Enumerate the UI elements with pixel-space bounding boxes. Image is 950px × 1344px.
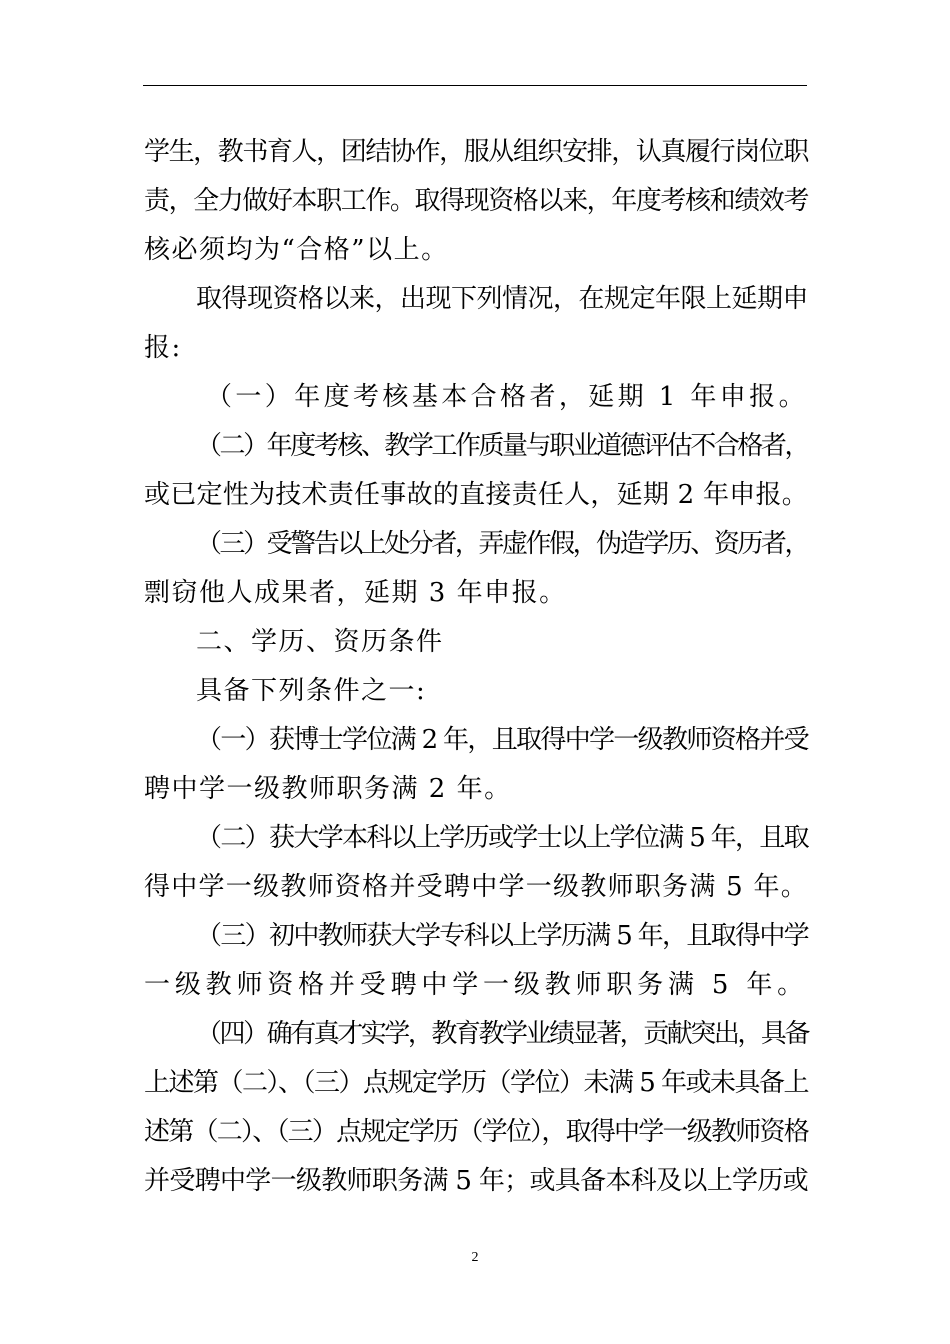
list-item: （一）获博士学位满 2 年，且取得中学一级教师资格并受 xyxy=(196,725,808,755)
text-line: 聘中学一级教师职务满 2 年。 xyxy=(144,774,512,804)
list-item: （一）年度考核基本合格者，延期 1 年申报。 xyxy=(206,382,808,412)
paragraph-start: 具备下列条件之一: xyxy=(196,676,427,706)
text-line: 责，全力做好本职工作。取得现资格以来，年度考核和绩效考 xyxy=(144,186,808,216)
text-line: 学生，教书育人，团结协作，服从组织安排，认真履行岗位职 xyxy=(144,137,808,167)
text-line: 或已定性为技术责任事故的直接责任人，延期 2 年申报。 xyxy=(144,480,808,510)
list-item: （二）获大学本科以上学历或学士以上学位满 5 年，且取 xyxy=(196,823,808,853)
text-line: 述第（二）、（三）点规定学历（学位），取得中学一级教师资格 xyxy=(144,1117,808,1147)
text-line: 并受聘中学一级教师职务满 5 年；或具备本科及以上学历或 xyxy=(144,1166,808,1196)
list-item: （四）确有真才实学，教育教学业绩显著，贡献突出，具备 xyxy=(196,1019,808,1049)
header-rule xyxy=(143,85,807,86)
text-line: 上述第（二）、（三）点规定学历（学位）未满 5 年或未具备上 xyxy=(144,1068,808,1098)
section-heading: 二、学历、资历条件 xyxy=(196,627,444,657)
paragraph-start: 取得现资格以来，出现下列情况，在规定年限上延期申 xyxy=(196,284,808,314)
document-body xyxy=(144,128,808,1206)
list-item: （二）年度考核、教学工作质量与职业道德评估不合格者， xyxy=(196,431,808,461)
text-line: 报: xyxy=(144,333,182,363)
list-item: （三）受警告以上处分者，弄虚作假，伪造学历、资历者， xyxy=(196,529,808,559)
list-item: （三）初中教师获大学专科以上学历满 5 年，且取得中学 xyxy=(196,921,808,951)
text-line: 剽窃他人成果者，延期 3 年申报。 xyxy=(144,578,567,608)
text-line: 核必须均为“合格”以上。 xyxy=(144,235,449,265)
page-number: 2 xyxy=(471,1250,479,1265)
text-line: 得中学一级教师资格并受聘中学一级教师职务满 5 年。 xyxy=(144,872,808,902)
text-line: 一级教师资格并受聘中学一级教师职务满 5 年。 xyxy=(144,970,808,1000)
